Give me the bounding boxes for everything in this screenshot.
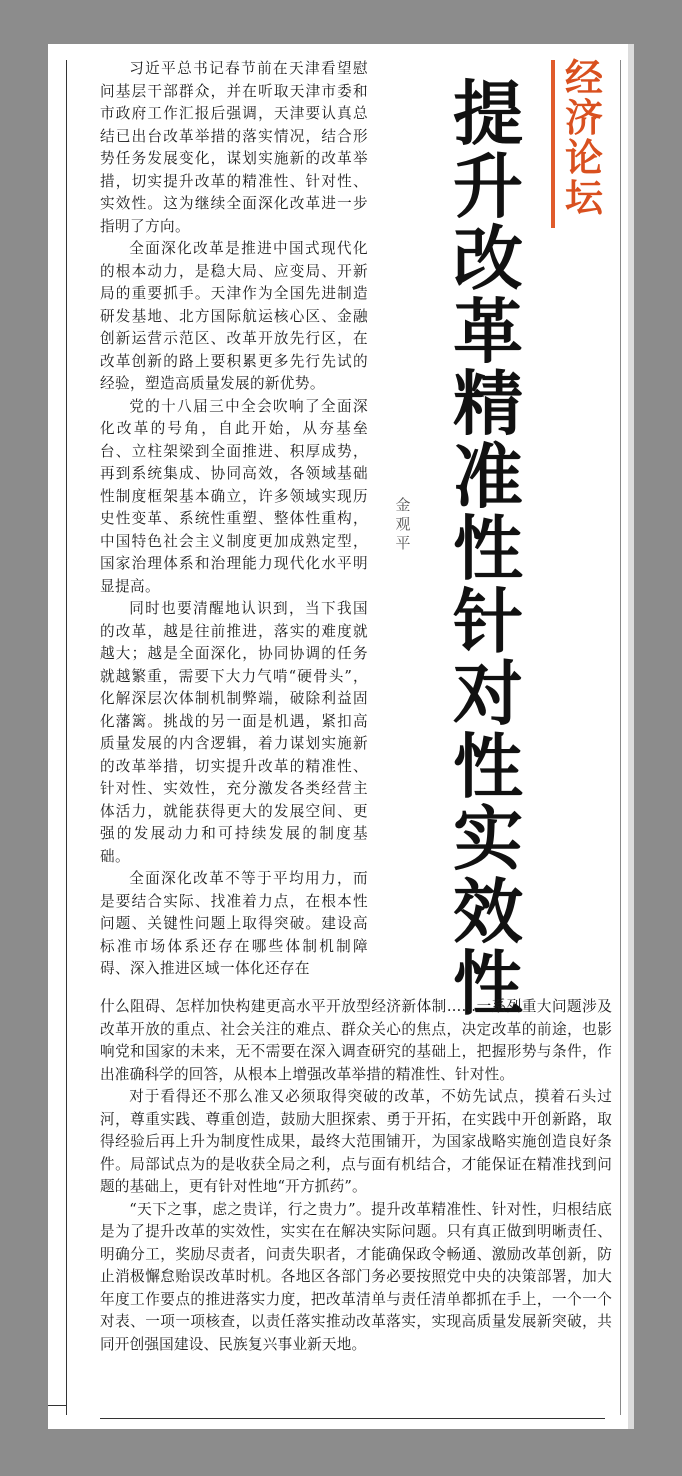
page-edge-shadow: [628, 44, 634, 1429]
paragraph: 习近平总书记春节前在天津看望慰问基层干部群众，并在听取天津市委和市政府工作汇报后强调，天津要认真总结已出台改革举措的落实情况，结合形势任务发展变化，谋划实施新的改革举措，切实提升改革的精准性、针对性、实效性。这为继续全面深化改革进一步指明了方向。: [100, 60, 368, 235]
crop-mark: [48, 1405, 66, 1406]
byline: 金观平: [395, 496, 411, 552]
paragraph: 全面深化改革是推进中国式现代化的根本动力，是稳大局、应变局、开新局的重要抓手。天津作为全国先进制造研发基地、北方国际航运核心区、金融创新运营示范区、改革开放先行区，在改革创新的路上要积累更多先行先试的经验，塑造高质量发展的新优势。: [100, 240, 368, 392]
column-label: 经济论坛: [564, 56, 603, 220]
paragraph-continuation: 什么阻碍、怎样加快构建更高水平开放型经济新体制……一系列重大问题涉及改革开放的重点、社会关注的难点、群众关心的焦点，决定改革的前途，也影响党和国家的未来，无不需要在深入调查研究的基础上，把握形势与条件，作出准确科学的回答，从根本上增强改革举措的精准性、针对性。: [100, 998, 612, 1083]
bottom-rule: [100, 1418, 605, 1419]
column-accent-bar: [551, 60, 555, 228]
left-margin-rule: [66, 60, 67, 1415]
paragraph: 同时也要清醒地认识到，当下我国的改革，越是往前推进，落实的难度就越大；越是全面深化，协同协调的任务就越繁重，需要下大力气啃“硬骨头”，化解深层次体制机制弊端，破除利益固化藩篱。挑战的另一面是机遇，紧扣高质量发展的内含逻辑，着力谋划实施新的改革举措，切实提升改革的精准性、针对性、实效性，充分激发各类经营主体活力，就能获得更大的发展空间、更强的发展动力和可持续发展的制度基础。: [100, 600, 368, 865]
paragraph: 对于看得还不那么准又必须取得突破的改革，不妨先试点，摸着石头过河，尊重实践、尊重创造，鼓励大胆探索、勇于开拓，在实践中开创新路，取得经验后再上升为制度性成果，最终大范围铺开，为国家战略实施创造良好条件。局部试点为的是收获全局之利，点与面有机结合，才能保证在精准找到问题的基础上，更有针对性地“开方抓药”。: [100, 1088, 612, 1195]
paragraph: “天下之事，虑之贵详，行之贵力”。提升改革精准性、针对性，归根结底是为了提升改革的实效性，实实在在解决实际问题。只有真正做到明晰责任、明确分工，奖励尽责者，问责失职者，才能确保政令畅通、激励改革创新，防止消极懈怠贻误改革时机。各地区各部门务必要按照党中央的决策部署，加大年度工作要点的推进落实力度，把改革清单与责任清单都抓在手上，一个一个对表、一项一项核查，以责任落实推动改革落实，实现高质量发展新突破，共同开创强国建设、民族复兴事业新天地。: [100, 1200, 612, 1353]
paragraph: 党的十八届三中全会吹响了全面深化改革的号角，自此开始，从夯基垒台、立柱架梁到全面推进、积厚成势，再到系统集成、协同高效，各领域基础性制度框架基本确立，许多领域实现历史性变革、系统性重塑、整体性重构，中国特色社会主义制度更加成熟定型，国家治理体系和治理能力现代化水平明显提高。: [100, 397, 368, 595]
column-divider: [620, 60, 621, 1415]
headline: 提升改革精准性针对性实效性: [453, 73, 523, 1025]
article-body-wide: [100, 996, 612, 1356]
paragraph: 全面深化改革不等于平均用力，而是要结合实际、找准着力点，在根本性问题、关键性问题上取得突破。建设高标准市场体系还存在哪些体制机制障碍、深入推进区域一体化还存在: [100, 870, 368, 977]
article-body-narrow: [100, 58, 368, 981]
